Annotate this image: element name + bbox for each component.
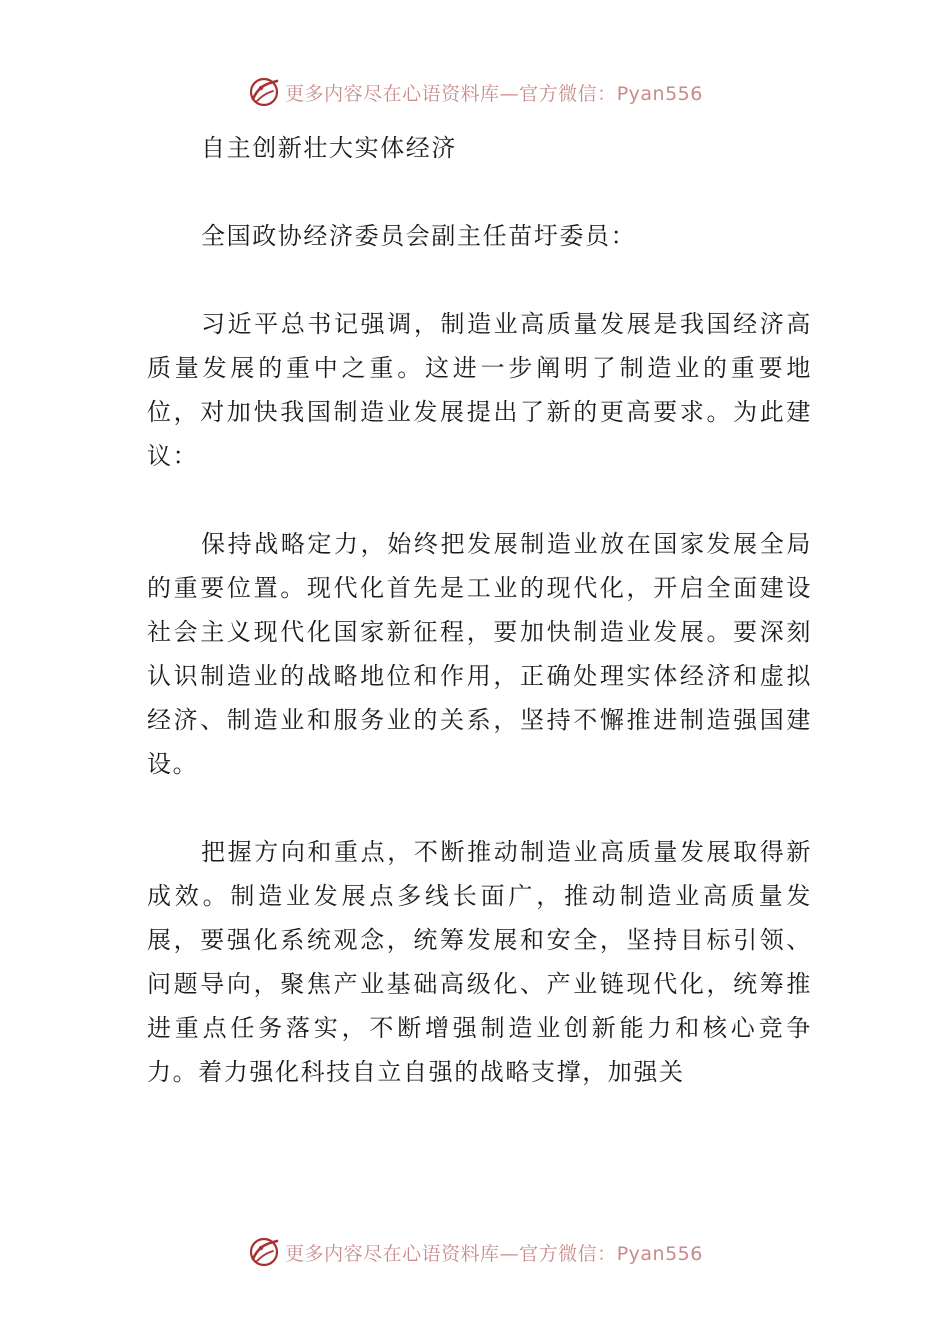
brand-logo-icon <box>247 75 281 109</box>
spacer <box>147 478 812 522</box>
watermark-wechat-label: 官方微信： <box>519 1242 617 1265</box>
footer-watermark <box>0 1232 950 1272</box>
watermark-slogan: 更多内容尽在心语资料库 <box>285 1242 500 1265</box>
spacer <box>147 170 812 214</box>
header-watermark <box>0 72 950 112</box>
document-title: 自主创新壮大实体经济 <box>201 134 457 162</box>
watermark-wechat-id: Pyan556 <box>616 82 703 105</box>
watermark-slogan: 更多内容尽在心语资料库 <box>285 82 500 105</box>
watermark-wechat-label: 官方微信： <box>519 82 617 105</box>
watermark-text <box>285 79 703 106</box>
watermark-wechat-id: Pyan556 <box>616 1242 703 1265</box>
watermark-text <box>285 1239 703 1266</box>
brand-logo-icon <box>247 1235 281 1269</box>
speaker-line: 全国政协经济委员会副主任苗圩委员： <box>201 222 637 250</box>
spacer <box>147 786 812 830</box>
watermark-separator: — <box>499 1242 520 1265</box>
paragraph-1: 习近平总书记强调，制造业高质量发展是我国经济高质量发展的重中之重。这进一步阐明了制造业的重要地位，对加快我国制造业发展提出了新的更高要求。为此建议： <box>147 310 812 470</box>
document-body <box>147 126 812 1094</box>
watermark-separator: — <box>499 82 520 105</box>
paragraph-3: 把握方向和重点，不断推动制造业高质量发展取得新成效。制造业发展点多线长面广，推动制造业高质量发展，要强化系统观念，统筹发展和安全，坚持目标引领、问题导向，聚焦产业基础高级化、产业链现代化，统筹推进重点任务落实，不断增强制造业创新能力和核心竞争力。着力强化科技自立自强的战略支撑，加强关 <box>147 838 812 1086</box>
spacer <box>147 258 812 302</box>
paragraph-2: 保持战略定力，始终把发展制造业放在国家发展全局的重要位置。现代化首先是工业的现代化，开启全面建设社会主义现代化国家新征程，要加快制造业发展。要深刻认识制造业的战略地位和作用，正确处理实体经济和虚拟经济、制造业和服务业的关系，坚持不懈推进制造强国建设。 <box>147 530 812 778</box>
